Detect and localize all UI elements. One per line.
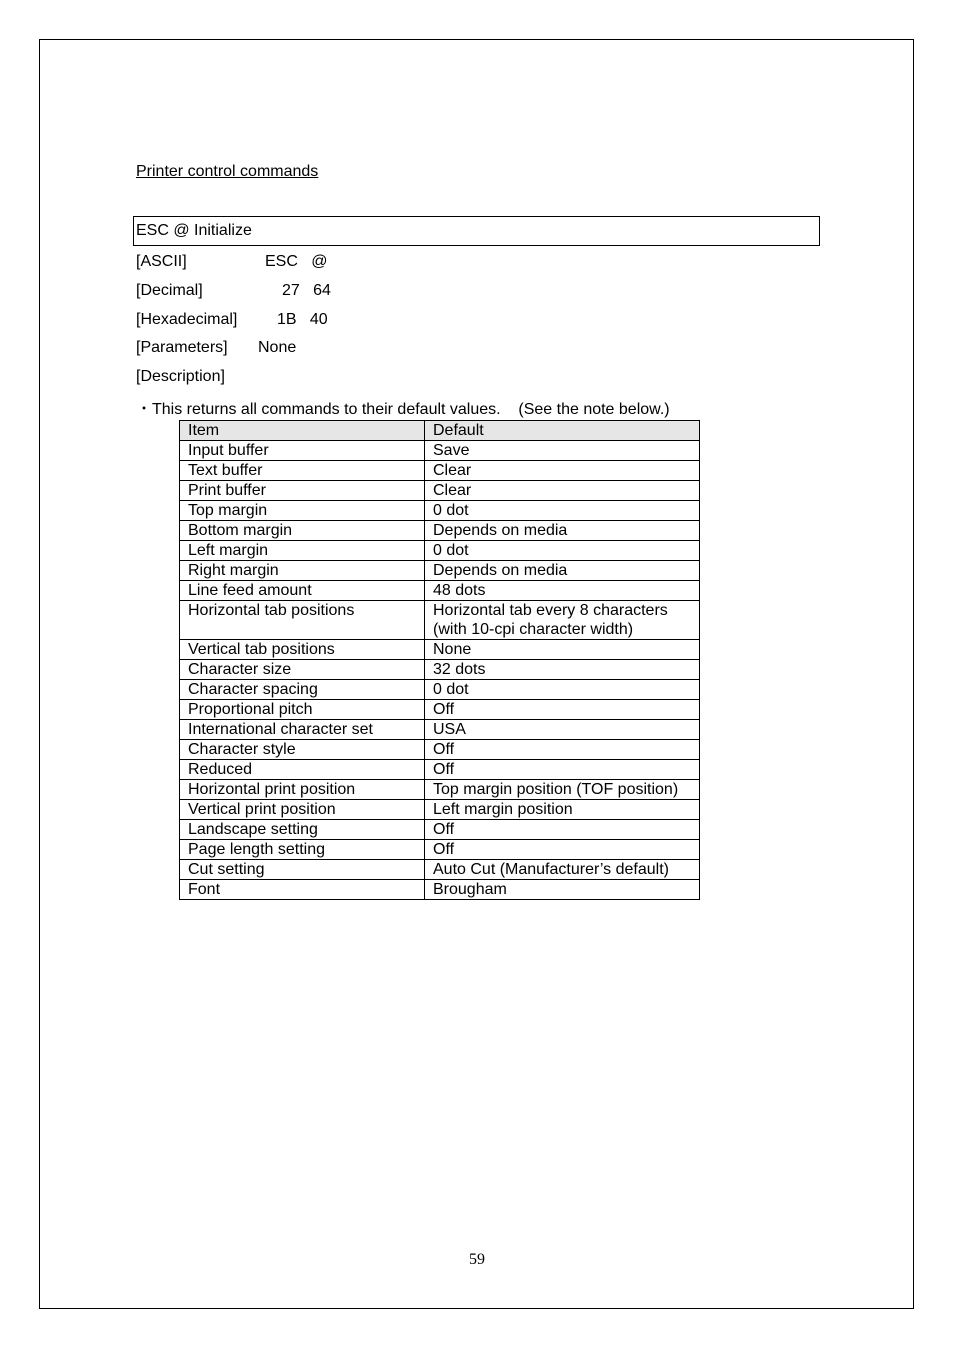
- table-cell-default: USA: [425, 720, 700, 740]
- table-cell-item: Reduced: [180, 760, 425, 780]
- table-row: [180, 461, 700, 481]
- table-row: [180, 880, 700, 900]
- table-cell-default: Off: [425, 740, 700, 760]
- table-row: [180, 700, 700, 720]
- table-cell-default: Off: [425, 820, 700, 840]
- table-cell-item: Line feed amount: [180, 581, 425, 601]
- table-cell-item: Horizontal tab positions: [180, 601, 425, 640]
- table-cell-default: 0 dot: [425, 501, 700, 521]
- table-row: [180, 860, 700, 880]
- table-cell-default: 0 dot: [425, 680, 700, 700]
- table-header-item: Item: [180, 421, 425, 441]
- table-row: [180, 441, 700, 461]
- table-cell-item: Right margin: [180, 561, 425, 581]
- hex-label: [Hexadecimal]: [136, 311, 238, 328]
- table-row: [180, 800, 700, 820]
- table-cell-default: Off: [425, 760, 700, 780]
- table-cell-item: Landscape setting: [180, 820, 425, 840]
- ascii-label: [ASCII]: [136, 253, 187, 270]
- table-cell-item: Page length setting: [180, 840, 425, 860]
- table-cell-item: Character style: [180, 740, 425, 760]
- table-cell-default: Off: [425, 840, 700, 860]
- table-cell-default: Clear: [425, 481, 700, 501]
- table-cell-item: Top margin: [180, 501, 425, 521]
- table-cell-default: Top margin position (TOF position): [425, 780, 700, 800]
- table-row: [180, 780, 700, 800]
- page-number: 59: [469, 1251, 485, 1268]
- table-cell-item: Horizontal print position: [180, 780, 425, 800]
- table-row: [180, 521, 700, 541]
- table-cell-item: Proportional pitch: [180, 700, 425, 720]
- table-cell-default: Horizontal tab every 8 characters (with 10-cpi character width): [425, 601, 700, 640]
- ascii-value: ESC @: [265, 253, 328, 270]
- table-cell-item: Text buffer: [180, 461, 425, 481]
- table-row: [180, 481, 700, 501]
- table-row: [180, 720, 700, 740]
- table-cell-default: Depends on media: [425, 521, 700, 541]
- table-cell-default: Clear: [425, 461, 700, 481]
- table-row: [180, 601, 700, 640]
- table-cell-default: None: [425, 640, 700, 660]
- table-row: [180, 680, 700, 700]
- table-row: [180, 820, 700, 840]
- table-cell-default: 32 dots: [425, 660, 700, 680]
- description-label: [Description]: [136, 368, 225, 385]
- section-title: Printer control commands: [136, 163, 319, 180]
- params-label: [Parameters]: [136, 339, 228, 356]
- table-cell-item: Vertical print position: [180, 800, 425, 820]
- decimal-label: [Decimal]: [136, 282, 203, 299]
- defaults-table: [179, 420, 700, 900]
- table-row: [180, 501, 700, 521]
- table-cell-item: Character spacing: [180, 680, 425, 700]
- table-cell-item: Left margin: [180, 541, 425, 561]
- table-cell-default: Brougham: [425, 880, 700, 900]
- table-cell-item: International character set: [180, 720, 425, 740]
- table-cell-item: Print buffer: [180, 481, 425, 501]
- table-row: [180, 760, 700, 780]
- table-header-row: [180, 421, 700, 441]
- table-cell-item: Vertical tab positions: [180, 640, 425, 660]
- table-cell-default: 0 dot: [425, 541, 700, 561]
- description-text: ・This returns all commands to their default values. (See the note below.): [136, 401, 670, 418]
- table-row: [180, 541, 700, 561]
- table-cell-item: Cut setting: [180, 860, 425, 880]
- table-row: [180, 581, 700, 601]
- decimal-value: 27 64: [282, 282, 331, 299]
- table-cell-default: Depends on media: [425, 561, 700, 581]
- table-header-default: Default: [425, 421, 700, 441]
- table-cell-default: 48 dots: [425, 581, 700, 601]
- table-cell-item: Font: [180, 880, 425, 900]
- table-cell-item: Character size: [180, 660, 425, 680]
- table-cell-default: Auto Cut (Manufacturer’s default): [425, 860, 700, 880]
- table-row: [180, 640, 700, 660]
- hex-value: 1B 40: [277, 311, 328, 328]
- table-row: [180, 561, 700, 581]
- command-header-box: [133, 216, 820, 246]
- table-cell-default: Left margin position: [425, 800, 700, 820]
- params-value: None: [258, 339, 297, 356]
- table-row: [180, 660, 700, 680]
- command-header: ESC @ Initialize: [136, 222, 252, 239]
- table-cell-item: Input buffer: [180, 441, 425, 461]
- table-row: [180, 740, 700, 760]
- table-cell-item: Bottom margin: [180, 521, 425, 541]
- table-cell-default: Off: [425, 700, 700, 720]
- table-cell-default: Save: [425, 441, 700, 461]
- table-row: [180, 840, 700, 860]
